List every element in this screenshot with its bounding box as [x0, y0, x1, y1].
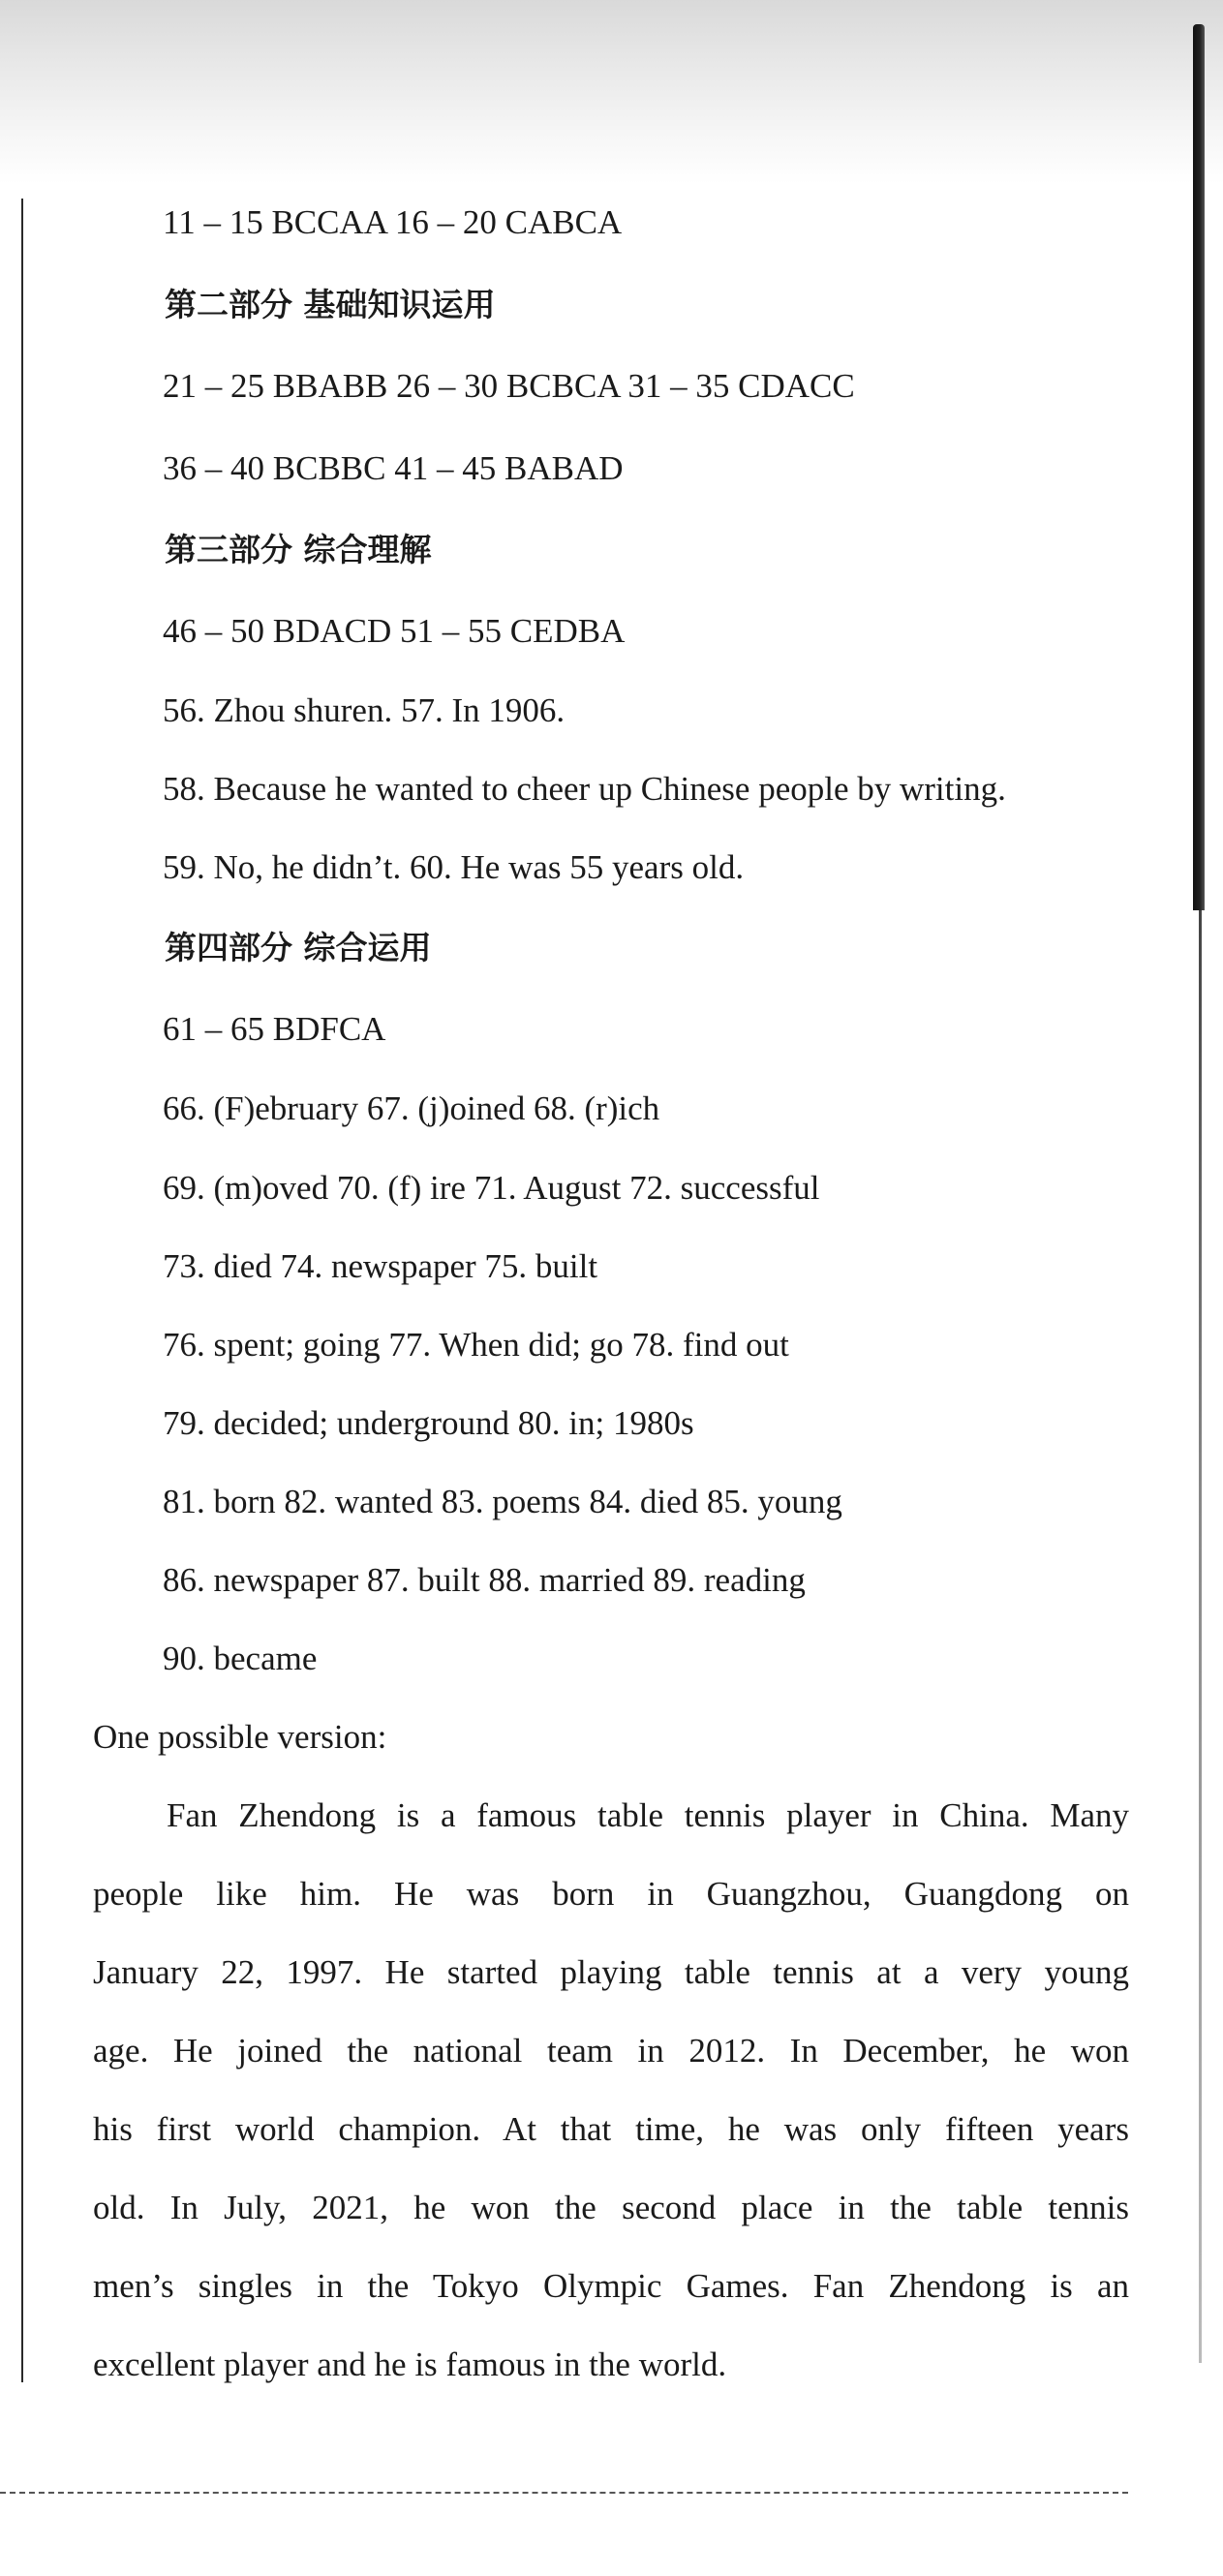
- section-heading-part2: 第二部分 基础知识运用: [165, 286, 496, 323]
- page-edge-right-lower: [1199, 910, 1202, 2363]
- answer-line-21-35: 21 – 25 BBABB 26 – 30 BCBCA 31 – 35 CDACC: [163, 367, 855, 405]
- essay-line-2: people like him. He was born in Guangzhou, Guangdong on: [93, 1875, 1129, 1913]
- essay-line-4: age. He joined the national team in 2012. In December, he won: [93, 2032, 1129, 2070]
- left-margin-rule: [21, 199, 23, 2382]
- essay-line-1: Fan Zhendong is a famous table tennis player in China. Many: [167, 1796, 1129, 1834]
- answer-line-61-65: 61 – 65 BDFCA: [163, 1010, 386, 1048]
- answer-line-69-72: 69. (m)oved 70. (f) ire 71. August 72. successful: [163, 1169, 820, 1207]
- answer-line-73-75: 73. died 74. newspaper 75. built: [163, 1247, 598, 1285]
- section-heading-part3: 第三部分 综合理解: [165, 531, 432, 568]
- essay-line-8: excellent player and he is famous in the world.: [93, 2346, 727, 2383]
- answer-line-59-60: 59. No, he didn’t. 60. He was 55 years old.: [163, 848, 745, 886]
- section-heading-part4: 第四部分 综合运用: [165, 929, 432, 966]
- essay-line-6: old. In July, 2021, he won the second place in the table tennis: [93, 2189, 1129, 2226]
- scan-shadow-top: [0, 0, 1223, 184]
- essay-line-5: his first world champion. At that time, he was only fifteen years: [93, 2110, 1129, 2148]
- bottom-dashed-divider: [0, 2492, 1128, 2494]
- answer-line-90: 90. became: [163, 1640, 318, 1677]
- answer-line-46-55: 46 – 50 BDACD 51 – 55 CEDBA: [163, 612, 626, 650]
- answer-line-79-80: 79. decided; underground 80. in; 1980s: [163, 1404, 694, 1442]
- answer-line-76-78: 76. spent; going 77. When did; go 78. find out: [163, 1326, 789, 1364]
- page-edge-right: [1193, 24, 1205, 910]
- answer-line-66-68: 66. (F)ebruary 67. (j)oined 68. (r)ich: [163, 1089, 660, 1127]
- answer-line-36-45: 36 – 40 BCBBC 41 – 45 BABAD: [163, 449, 624, 487]
- answer-line-86-89: 86. newspaper 87. built 88. married 89. reading: [163, 1561, 806, 1599]
- essay-line-3: January 22, 1997. He started playing table tennis at a very young: [93, 1953, 1129, 1991]
- answer-line-11-20: 11 – 15 BCCAA 16 – 20 CABCA: [163, 203, 623, 241]
- answer-line-81-85: 81. born 82. wanted 83. poems 84. died 85. young: [163, 1483, 842, 1520]
- essay-label: One possible version:: [93, 1718, 387, 1756]
- answer-line-58: 58. Because he wanted to cheer up Chinese people by writing.: [163, 770, 1006, 808]
- answer-line-56-57: 56. Zhou shuren. 57. In 1906.: [163, 691, 566, 729]
- essay-line-7: men’s singles in the Tokyo Olympic Games. Fan Zhendong is an: [93, 2267, 1129, 2305]
